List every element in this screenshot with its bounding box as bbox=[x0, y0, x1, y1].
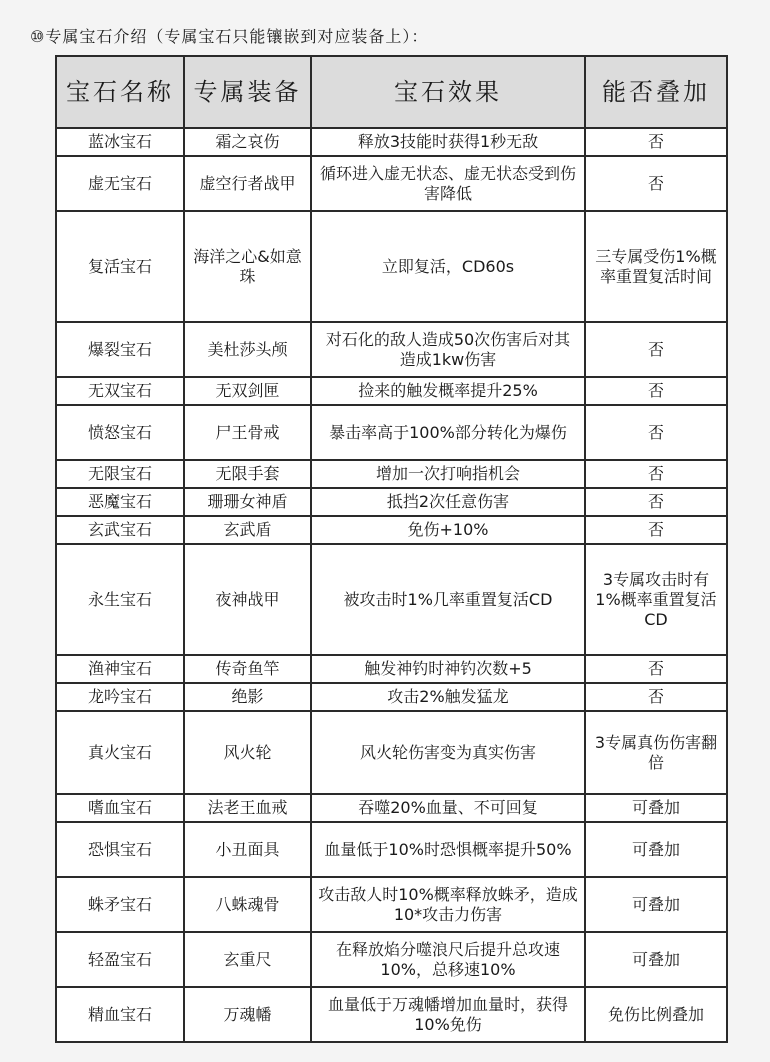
equipment-cell: 法老王血戒 bbox=[184, 794, 311, 822]
equipment-cell: 无限手套 bbox=[184, 460, 311, 488]
gem-name-cell: 爆裂宝石 bbox=[56, 322, 184, 377]
gem-name-cell: 渔神宝石 bbox=[56, 655, 184, 683]
stackable-cell: 否 bbox=[585, 488, 727, 516]
equipment-cell: 珊珊女神盾 bbox=[184, 488, 311, 516]
effect-cell: 吞噬20%血量、不可回复 bbox=[311, 794, 585, 822]
stackable-cell: 可叠加 bbox=[585, 877, 727, 932]
table-row bbox=[56, 211, 727, 322]
equipment-cell: 海洋之心&如意珠 bbox=[184, 211, 311, 322]
table-row bbox=[56, 655, 727, 683]
stackable-cell: 否 bbox=[585, 156, 727, 211]
stackable-cell: 可叠加 bbox=[585, 794, 727, 822]
stackable-cell: 否 bbox=[585, 460, 727, 488]
page-title: ⑩专属宝石介绍（专属宝石只能镶嵌到对应装备上）： bbox=[30, 27, 429, 46]
table-row bbox=[56, 128, 727, 156]
effect-cell: 增加一次打响指机会 bbox=[311, 460, 585, 488]
effect-cell: 循环进入虚无状态、虚无状态受到伤害降低 bbox=[311, 156, 585, 211]
effect-cell: 对石化的敌人造成50次伤害后对其造成1kw伤害 bbox=[311, 322, 585, 377]
table-row bbox=[56, 544, 727, 655]
table-row bbox=[56, 822, 727, 877]
gem-name-cell: 恐惧宝石 bbox=[56, 822, 184, 877]
header-gem-name: 宝石名称 bbox=[56, 56, 184, 128]
stackable-cell: 免伤比例叠加 bbox=[585, 987, 727, 1042]
effect-cell: 立即复活，CD60s bbox=[311, 211, 585, 322]
table-row bbox=[56, 711, 727, 794]
table-row bbox=[56, 683, 727, 711]
effect-cell: 攻击敌人时10%概率释放蛛矛，造成10*攻击力伤害 bbox=[311, 877, 585, 932]
table-row bbox=[56, 460, 727, 488]
table-header-row bbox=[56, 56, 727, 128]
gem-name-cell: 永生宝石 bbox=[56, 544, 184, 655]
stackable-cell: 否 bbox=[585, 516, 727, 544]
equipment-cell: 尸王骨戒 bbox=[184, 405, 311, 460]
effect-cell: 风火轮伤害变为真实伤害 bbox=[311, 711, 585, 794]
effect-cell: 暴击率高于100%部分转化为爆伤 bbox=[311, 405, 585, 460]
gem-name-cell: 无双宝石 bbox=[56, 377, 184, 405]
gem-name-cell: 无限宝石 bbox=[56, 460, 184, 488]
stackable-cell: 否 bbox=[585, 405, 727, 460]
stackable-cell: 3专属真伤伤害翻倍 bbox=[585, 711, 727, 794]
effect-cell: 攻击2%触发猛龙 bbox=[311, 683, 585, 711]
gem-name-cell: 恶魔宝石 bbox=[56, 488, 184, 516]
equipment-cell: 美杜莎头颅 bbox=[184, 322, 311, 377]
table-row bbox=[56, 156, 727, 211]
gem-name-cell: 虚无宝石 bbox=[56, 156, 184, 211]
gem-name-cell: 愤怒宝石 bbox=[56, 405, 184, 460]
table-row bbox=[56, 377, 727, 405]
gem-name-cell: 玄武宝石 bbox=[56, 516, 184, 544]
stackable-cell: 可叠加 bbox=[585, 822, 727, 877]
stackable-cell: 否 bbox=[585, 322, 727, 377]
equipment-cell: 玄武盾 bbox=[184, 516, 311, 544]
table-row bbox=[56, 794, 727, 822]
equipment-cell: 霜之哀伤 bbox=[184, 128, 311, 156]
equipment-cell: 八蛛魂骨 bbox=[184, 877, 311, 932]
table-row bbox=[56, 322, 727, 377]
equipment-cell: 玄重尺 bbox=[184, 932, 311, 987]
table-row bbox=[56, 932, 727, 987]
effect-cell: 在释放焰分噬浪尺后提升总攻速10%，总移速10% bbox=[311, 932, 585, 987]
equipment-cell: 小丑面具 bbox=[184, 822, 311, 877]
stackable-cell: 三专属受伤1%概率重置复活时间 bbox=[585, 211, 727, 322]
gem-name-cell: 嗜血宝石 bbox=[56, 794, 184, 822]
equipment-cell: 绝影 bbox=[184, 683, 311, 711]
table-row bbox=[56, 877, 727, 932]
table-row bbox=[56, 405, 727, 460]
equipment-cell: 万魂幡 bbox=[184, 987, 311, 1042]
gem-name-cell: 复活宝石 bbox=[56, 211, 184, 322]
gem-name-cell: 蓝冰宝石 bbox=[56, 128, 184, 156]
gem-name-cell: 精血宝石 bbox=[56, 987, 184, 1042]
header-stackable: 能否叠加 bbox=[585, 56, 727, 128]
equipment-cell: 风火轮 bbox=[184, 711, 311, 794]
header-equipment: 专属装备 bbox=[184, 56, 311, 128]
gem-name-cell: 真火宝石 bbox=[56, 711, 184, 794]
effect-cell: 被攻击时1%几率重置复活CD bbox=[311, 544, 585, 655]
effect-cell: 释放3技能时获得1秒无敌 bbox=[311, 128, 585, 156]
effect-cell: 抵挡2次任意伤害 bbox=[311, 488, 585, 516]
equipment-cell: 无双剑匣 bbox=[184, 377, 311, 405]
stackable-cell: 否 bbox=[585, 128, 727, 156]
stackable-cell: 否 bbox=[585, 377, 727, 405]
stackable-cell: 否 bbox=[585, 683, 727, 711]
gem-table bbox=[55, 55, 728, 1043]
effect-cell: 免伤+10% bbox=[311, 516, 585, 544]
effect-cell: 捡来的触发概率提升25% bbox=[311, 377, 585, 405]
gem-name-cell: 蛛矛宝石 bbox=[56, 877, 184, 932]
table-row bbox=[56, 987, 727, 1042]
table-row bbox=[56, 516, 727, 544]
equipment-cell: 夜神战甲 bbox=[184, 544, 311, 655]
effect-cell: 血量低于10%时恐惧概率提升50% bbox=[311, 822, 585, 877]
gem-name-cell: 轻盈宝石 bbox=[56, 932, 184, 987]
equipment-cell: 虚空行者战甲 bbox=[184, 156, 311, 211]
stackable-cell: 可叠加 bbox=[585, 932, 727, 987]
gem-name-cell: 龙吟宝石 bbox=[56, 683, 184, 711]
stackable-cell: 3专属攻击时有1%概率重置复活CD bbox=[585, 544, 727, 655]
effect-cell: 触发神钓时神钓次数+5 bbox=[311, 655, 585, 683]
stackable-cell: 否 bbox=[585, 655, 727, 683]
table-row bbox=[56, 488, 727, 516]
header-effect: 宝石效果 bbox=[311, 56, 585, 128]
equipment-cell: 传奇鱼竿 bbox=[184, 655, 311, 683]
effect-cell: 血量低于万魂幡增加血量时，获得10%免伤 bbox=[311, 987, 585, 1042]
